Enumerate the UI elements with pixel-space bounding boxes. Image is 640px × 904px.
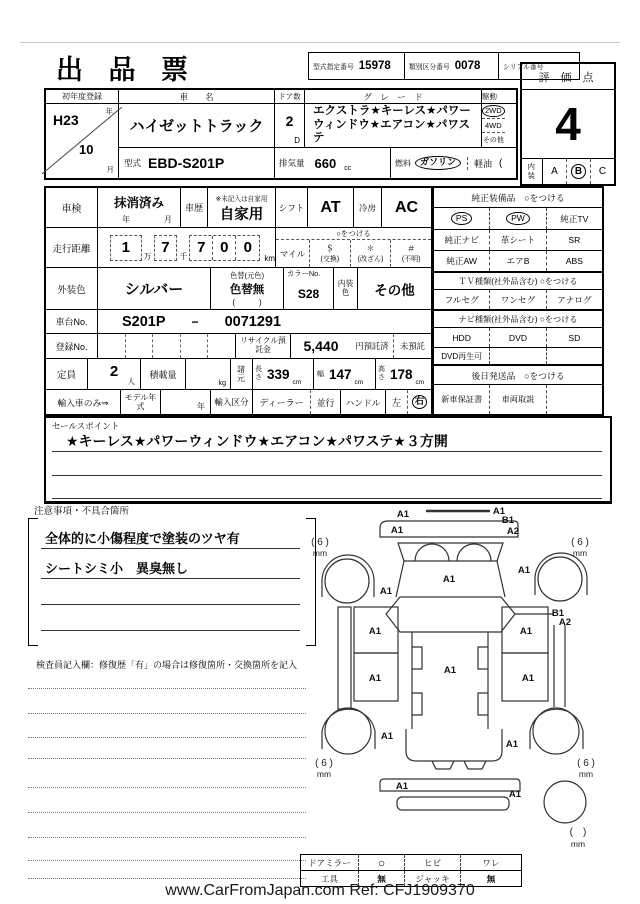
- navi-dvd: DVD: [508, 332, 528, 343]
- mark-rear-fender-left: A1: [380, 731, 394, 742]
- mile-tamper-note: (改ざん): [357, 256, 384, 263]
- vehicle-damage-diagram: [302, 497, 638, 855]
- top-rule: [20, 42, 620, 43]
- shaken-row: [46, 188, 431, 228]
- interior-a: A: [551, 166, 558, 177]
- spare-tire: [544, 781, 586, 823]
- score-value: 4: [555, 98, 581, 150]
- width-label: 幅: [317, 371, 324, 378]
- recycle-deposited: 円預託済: [355, 341, 389, 351]
- mileage-digit-1: 7: [190, 236, 213, 260]
- history-note: ※未記入は自家用: [215, 196, 268, 203]
- history-value: 自家用: [219, 207, 264, 223]
- tread-spare: ( ): [569, 827, 587, 838]
- first-registration-cell: [46, 90, 119, 178]
- notes-title: 注意事項・不具合箇所: [34, 506, 130, 517]
- first-registration-year: H23: [53, 112, 79, 128]
- mileage-digit-2: 0: [213, 236, 236, 260]
- fuel-gasoline-selected: ガソリン: [415, 156, 461, 170]
- mark-side-right-b1: B1: [551, 608, 565, 619]
- shaken-status: 抹消済み: [113, 196, 164, 210]
- tv-type-title: ＴＶ種類(社外品含む) ○をつける: [458, 276, 578, 286]
- chassis-label: 車台No.: [55, 317, 88, 327]
- mark-rear-fender-right: A1: [505, 739, 519, 750]
- chassis-row: [46, 310, 431, 334]
- write-line-9: [28, 878, 306, 879]
- mark-bed-side-left: A1: [368, 673, 382, 684]
- sen-unit: 千: [179, 252, 188, 261]
- model-code: EBD-S201P: [148, 155, 225, 171]
- shift-value: AT: [320, 198, 341, 216]
- grade-label: グ レ ー ド: [363, 91, 423, 102]
- notes-box: [28, 518, 316, 646]
- class-number-cell: [405, 53, 499, 79]
- navi-type-title: ナビ種類(社外品含む) ○をつける: [458, 314, 578, 324]
- score-box: [520, 62, 616, 186]
- mile-exchange-note: (交換): [320, 256, 340, 263]
- tread-front-right: ( 6 ): [571, 537, 589, 548]
- height-label: 高さ: [378, 366, 385, 381]
- ac-value: AC: [394, 198, 419, 216]
- mile-mark-header: ○をつける: [336, 229, 371, 238]
- grade-text: エクストラ★キーレス★パワーウィンドウ★エアコン★パワステ: [313, 104, 471, 145]
- mark-rear-gate-left: A1: [395, 781, 409, 792]
- mark-door-right: A1: [519, 626, 533, 637]
- import-class-label: 輸入区分: [214, 397, 249, 407]
- color-no-label: カラーNo.: [287, 269, 321, 278]
- drive-other: その他: [482, 137, 504, 145]
- capacity-value: 2: [109, 362, 119, 380]
- interior-color: その他: [374, 282, 415, 298]
- watermark-url: www.CarFromJapan.com Ref: CFJ1909370: [165, 882, 475, 899]
- equip-abs: ABS: [565, 256, 583, 266]
- repaint-value: 色替無: [229, 283, 265, 296]
- model-designation-cell: [309, 53, 405, 79]
- write-line-2: [28, 713, 306, 714]
- inspector-note: 検査員記入欄：修復歴「有」の場合は修復箇所・交換箇所を記入: [36, 660, 298, 670]
- equip-leather: 革シート: [500, 235, 536, 245]
- repaint-paren: ( ): [232, 297, 262, 307]
- equip-ps-selected: PS: [451, 212, 472, 225]
- import-only-label: 輸入車のみ⇒: [57, 397, 109, 408]
- note-line-3: [41, 590, 300, 605]
- navi-sd: SD: [568, 332, 581, 343]
- registration-empty-boxes: [98, 334, 236, 358]
- sales-underline-1: [52, 451, 602, 452]
- mile-exchange-symbol: ＄: [325, 244, 334, 253]
- note-line-1: 全体的に小傷程度で塗装のツヤ有: [41, 528, 300, 549]
- ship-warranty: 新車保証書: [441, 395, 483, 404]
- shipping-title: 後日発送品 ○をつける: [471, 370, 565, 381]
- split-label: ワレ: [482, 857, 500, 868]
- mark-bed-center: A1: [443, 665, 457, 676]
- exterior-color-label: 外装色: [57, 284, 86, 296]
- interior-b-selected: B: [571, 164, 586, 179]
- shaken-label: 車検: [61, 204, 82, 215]
- chassis-code: S201P: [122, 313, 166, 330]
- load-unit: kg: [218, 380, 226, 387]
- registration-label: 登録No.: [55, 341, 88, 352]
- mark-front-panel-left: A1: [390, 525, 404, 536]
- mark-rear-gate-right: A1: [508, 789, 522, 800]
- displacement-label: 排気量: [279, 158, 305, 168]
- doors-label: ドア数: [278, 92, 301, 101]
- write-line-3: [28, 737, 306, 738]
- sales-point-text: ★キーレス★パワーウィンドウ★エアコン★パワステ★３方開: [66, 433, 448, 449]
- sales-underline-2: [52, 475, 602, 476]
- bracket-left: [28, 518, 38, 646]
- km-unit: km: [264, 254, 275, 263]
- recycle-label: リサイクル預託金: [240, 336, 286, 354]
- import-row: [46, 390, 431, 414]
- first-registration-label: 初年度登録: [62, 92, 102, 101]
- color-row: [46, 268, 431, 310]
- interior-c: C: [598, 166, 607, 177]
- tread-spare-unit: mm: [570, 839, 586, 849]
- navi-hdd: HDD: [452, 332, 471, 343]
- width-unit: cm: [354, 379, 364, 386]
- exterior-color: シルバー: [124, 281, 184, 298]
- first-registration-month: 10: [79, 142, 94, 157]
- length-value: 339: [267, 366, 290, 382]
- tread-front-left: ( 6 ): [311, 537, 329, 548]
- chassis-dash: −: [191, 314, 199, 329]
- drive-4wd: 4WD: [485, 121, 502, 130]
- mark-hood: A1: [442, 574, 456, 585]
- model-code-label: 型式: [124, 158, 142, 168]
- height-value: 178: [390, 366, 413, 382]
- tool-label: 工具: [320, 873, 339, 884]
- fuel-diesel: 軽油: [467, 157, 492, 170]
- handle-label: ハンドル: [345, 397, 381, 408]
- mile-unknown-note: (不明): [401, 256, 421, 263]
- model-year-label: モデル年式: [124, 392, 157, 411]
- year-unit: 年: [105, 107, 113, 116]
- doors-unit: D: [294, 136, 300, 145]
- capacity-label: 定員: [56, 370, 76, 381]
- tread-rear-right-unit: mm: [578, 769, 594, 779]
- equipment-panel: [433, 186, 604, 416]
- mark-fender-front-right: A1: [517, 565, 531, 576]
- mark-bed-side-right: A1: [521, 673, 535, 684]
- interior-label: 内装: [527, 162, 535, 180]
- man-unit: 万: [143, 252, 152, 261]
- capacity-unit: 人: [127, 377, 135, 386]
- recycle-none: 未預託: [400, 341, 425, 351]
- interior-color-label: 内装色: [337, 278, 354, 297]
- car-name-label: 車 名: [179, 91, 214, 102]
- doors-count: 2: [285, 112, 294, 129]
- mileage-digit-3: 0: [243, 239, 252, 256]
- mile-unknown-symbol: ＃: [407, 244, 416, 253]
- mark-front-panel-right: A2: [506, 526, 520, 537]
- fuel-paren: (: [499, 157, 503, 169]
- import-parallel: 並行: [316, 397, 335, 408]
- tread-rear-left: ( 6 ): [315, 758, 333, 769]
- import-dealer: ディーラー: [259, 397, 304, 408]
- width-value: 147: [329, 366, 352, 382]
- mark-fender-front-left: A1: [379, 586, 393, 597]
- length-label: 長さ: [255, 366, 262, 381]
- mile-label: マイル: [279, 248, 306, 259]
- jack-label: ジャッキ: [415, 873, 450, 884]
- mark-side-right-a2: A2: [558, 617, 572, 628]
- mark-front-top-b1: B1: [501, 515, 515, 526]
- crack-label: ヒビ: [423, 857, 442, 868]
- recycle-amount: 5,440: [303, 338, 339, 354]
- displacement-value: 660: [314, 155, 337, 171]
- tread-front-left-unit: mm: [312, 548, 328, 558]
- jack-value: 無: [486, 873, 496, 884]
- mileage-row: [46, 228, 431, 268]
- sales-point-box: [44, 416, 612, 504]
- chassis-serial: 0071291: [224, 313, 282, 330]
- write-line-6: [28, 812, 306, 813]
- page-title: 出 品 票: [56, 55, 198, 85]
- score-title: 評 価 点: [538, 71, 598, 84]
- month-unit: 月: [106, 165, 114, 174]
- tool-value: 無: [377, 873, 386, 884]
- tread-rear-left-unit: mm: [316, 769, 332, 779]
- write-line-5: [28, 787, 306, 788]
- equip-pw-selected: PW: [506, 212, 530, 225]
- drive-label: 駆動: [482, 92, 497, 101]
- history-label: 車歴: [184, 203, 203, 213]
- equip-sr: SR: [568, 235, 581, 245]
- mileage-sen-digit: 7: [154, 235, 178, 261]
- height-unit: cm: [415, 379, 425, 386]
- class-number-label: 類別区分番号: [409, 64, 450, 71]
- mark-front-top-right: A1: [492, 506, 506, 517]
- registration-row: [46, 334, 431, 359]
- ac-label: 冷房: [358, 202, 377, 213]
- equipment-title: 純正装備品 ○をつける: [471, 193, 565, 203]
- write-line-4: [28, 758, 306, 759]
- length-unit: cm: [292, 379, 302, 386]
- displacement-unit: cc: [344, 164, 352, 172]
- tv-analog: アナログ: [557, 294, 592, 305]
- equip-navi: 純正ナビ: [444, 235, 479, 245]
- shift-label: シフト: [278, 202, 305, 213]
- tread-front-right-unit: mm: [572, 548, 588, 558]
- shaken-month-unit: 月: [164, 215, 172, 224]
- mark-front-top-left: A1: [396, 509, 410, 520]
- class-number-value: 0078: [454, 60, 481, 72]
- mark-door-left: A1: [368, 626, 382, 637]
- color-no: S28: [297, 287, 320, 301]
- drive-2wd-selected: 2WD: [482, 105, 505, 117]
- load-label: 積載量: [149, 369, 177, 380]
- vehicle-main-box: [44, 88, 518, 180]
- note-line-2: シートシミ小 異臭無し: [41, 558, 300, 579]
- equip-tv: 純正TV: [560, 213, 589, 224]
- handle-right-selected: 右: [412, 395, 428, 409]
- model-designation-label: 型式指定番号: [313, 64, 354, 71]
- ship-manual: 車両取説: [501, 395, 535, 404]
- fuel-label: 燃料: [395, 158, 411, 168]
- shaken-year-unit: 年: [122, 215, 130, 224]
- mileage-label: 走行距離: [52, 243, 91, 255]
- model-designation-value: 15978: [358, 60, 391, 72]
- equip-aw: 純正AW: [446, 256, 478, 266]
- door-mirror-mark: ○: [377, 855, 386, 870]
- navi-dvd-playable: DVD再生可: [441, 351, 483, 361]
- mileage-man-digit: 1: [110, 235, 142, 261]
- serial-number-label: シリアル番号: [503, 64, 544, 71]
- door-mirror-label: ドアミラー: [308, 857, 351, 868]
- note-line-4: [41, 616, 300, 631]
- tv-fullseg: フルセグ: [444, 294, 479, 305]
- repaint-label: 色替(元色): [229, 270, 265, 280]
- model-year-unit: 年: [197, 402, 205, 411]
- equip-airbag: エアB: [506, 256, 530, 266]
- details-table: [44, 186, 433, 416]
- write-line-1: [28, 688, 306, 689]
- tv-oneseg: ワンセグ: [500, 294, 536, 305]
- mile-tamper-symbol: ＊: [366, 244, 375, 253]
- write-line-7: [28, 837, 306, 838]
- capacity-row: [46, 359, 431, 390]
- write-line-8: [28, 860, 306, 861]
- dims-label: 諸元: [237, 364, 245, 383]
- tread-rear-right: ( 6 ): [577, 758, 595, 769]
- car-name: ハイゼットトラック: [129, 118, 264, 135]
- handle-left: 左: [391, 398, 402, 409]
- sales-point-label: セールスポイント: [52, 421, 120, 431]
